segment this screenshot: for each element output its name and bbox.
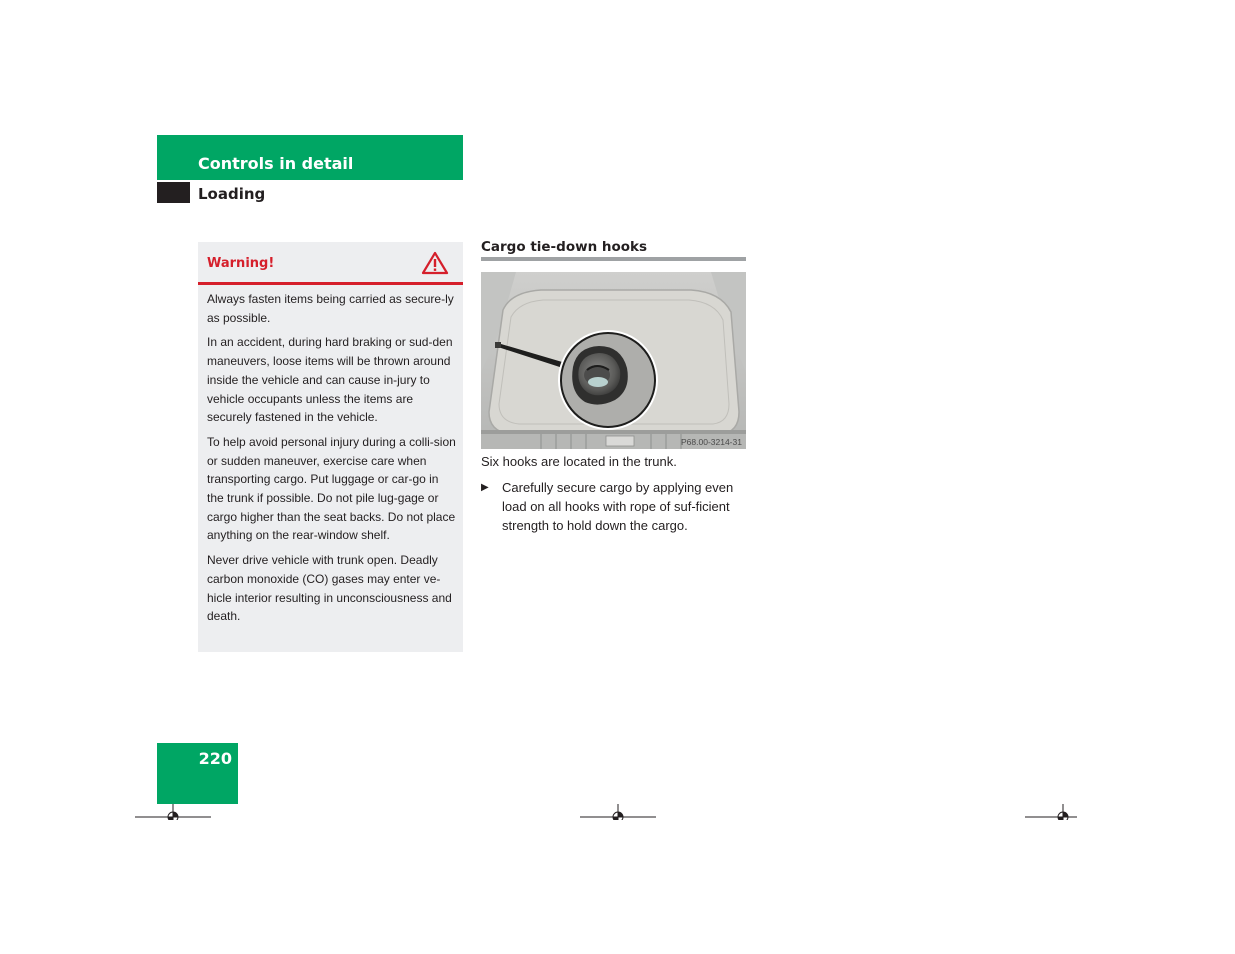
registration-mark-icon bbox=[135, 802, 211, 820]
figure-reference-code: P68.00-3214-31 bbox=[681, 437, 742, 447]
subsection-marker bbox=[157, 182, 190, 203]
warning-box bbox=[198, 242, 463, 652]
section-heading: Cargo tie-down hooks bbox=[481, 239, 648, 255]
intro-paragraph: Six hooks are located in the trunk. bbox=[481, 454, 677, 469]
trunk-hook-figure bbox=[481, 272, 746, 449]
body-text bbox=[481, 452, 749, 535]
page-number: 220 bbox=[198, 749, 232, 768]
instruction-text: Carefully secure cargo by applying even load on all hooks with rope of suf-ficient strength to hold down the cargo. bbox=[502, 480, 734, 533]
section-title: Controls in detail bbox=[198, 154, 354, 173]
registration-mark-icon bbox=[1025, 802, 1101, 820]
warning-paragraph: Always fasten items being carried as secure-ly as possible. bbox=[207, 292, 454, 325]
warning-label: Warning! bbox=[207, 256, 275, 271]
registration-mark-icon bbox=[580, 802, 656, 820]
page-number-box bbox=[157, 743, 238, 804]
warning-paragraph: In an accident, during hard braking or sud-den maneuvers, loose items will be thrown around inside the vehicle and can cause in-jury to vehicle occupants unless the items are securely fastened in the vehicle. bbox=[207, 335, 453, 425]
section-rule bbox=[481, 257, 746, 261]
warning-paragraph: Never drive vehicle with trunk open. Deadly carbon monoxide (CO) gases may enter ve-hicle interior resulting in unconsciousness and death. bbox=[207, 553, 452, 624]
warning-paragraph: To help avoid personal injury during a colli-sion or sudden maneuver, exercise care when transporting cargo. Put luggage or car-go in the trunk if possible. Do not pile lug-gage or cargo higher than the seat backs. Do not place anything on the rear-window shelf. bbox=[207, 434, 456, 543]
warning-triangle-icon bbox=[421, 251, 449, 275]
warning-header bbox=[198, 242, 463, 285]
subsection-title: Loading bbox=[198, 185, 266, 203]
bullet-arrow-icon: ▶ bbox=[481, 482, 489, 493]
warning-body bbox=[207, 290, 457, 632]
instruction-item bbox=[481, 478, 749, 535]
